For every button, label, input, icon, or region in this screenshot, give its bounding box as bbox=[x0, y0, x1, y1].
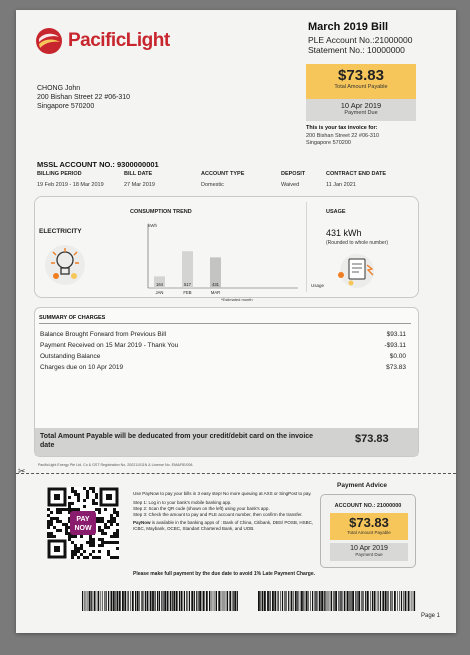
billing-period-header: BILLING PERIOD bbox=[37, 171, 82, 177]
bill-date-value: 27 Mar 2019 bbox=[124, 182, 155, 188]
barcode-left bbox=[82, 591, 240, 611]
summary-row-label: Outstanding Balance bbox=[40, 353, 101, 360]
chart-value-label: 164 bbox=[156, 282, 163, 287]
tax-invoice-title: This is your tax invoice for: bbox=[306, 125, 378, 131]
chart-value-label: 517 bbox=[184, 282, 191, 287]
chart-y-label: kWh bbox=[148, 223, 157, 228]
billing-period-value: 19 Feb 2019 - 18 Mar 2019 bbox=[37, 182, 104, 188]
paynow-intro: Use PayNow to pay your bills in 3 easy step! No more queuing at AXS or SingPost to pay. bbox=[133, 491, 312, 496]
payment-amount: $73.83 bbox=[349, 515, 389, 530]
chart-note: *Estimated month bbox=[221, 297, 253, 302]
payment-amount-label: Total Amount Payable bbox=[347, 530, 391, 535]
statement-number: Statement No.: 10000000 bbox=[308, 45, 405, 55]
paynow-qr-code[interactable] bbox=[47, 487, 119, 559]
paynow-step: Step 1: Log in to your bank's mobile banking app. bbox=[133, 499, 232, 505]
scissors-icon: ✂ bbox=[18, 466, 26, 476]
consumption-trend-title: CONSUMPTION TREND bbox=[130, 209, 192, 215]
payment-due-date: 10 Apr 2019 bbox=[350, 545, 388, 552]
usage-title: USAGE bbox=[326, 209, 346, 215]
contract-end-header: CONTRACT END DATE bbox=[326, 171, 387, 177]
payment-due-box bbox=[330, 543, 408, 561]
account-type-header: ACCOUNT TYPE bbox=[201, 171, 245, 177]
summary-row-label: Charges due on 10 Apr 2019 bbox=[40, 364, 124, 371]
paynow-step: Step 3: Check the amount to pay and PLE account number, then confirm the transfer. bbox=[133, 511, 303, 517]
brand-name: PacificLight bbox=[68, 30, 170, 51]
payment-account-number: ACCOUNT NO.: 21000000 bbox=[334, 503, 402, 509]
summary-row-value: $93.11 bbox=[386, 331, 406, 338]
due-date: 10 Apr 2019 bbox=[340, 101, 382, 110]
paynow-banks bbox=[133, 520, 323, 532]
chart-category-label: JAN bbox=[155, 290, 164, 295]
account-type-value: Domestic bbox=[201, 182, 224, 188]
summary-row-value: -$93.11 bbox=[384, 342, 406, 349]
cut-line bbox=[16, 473, 456, 474]
card-divider bbox=[306, 202, 307, 292]
due-label: Payment Due bbox=[344, 110, 378, 116]
usage-value: 431 kWh bbox=[326, 228, 362, 238]
paynow-brand: PayNow bbox=[133, 520, 151, 525]
ple-account-number: PLE Account No.:21000000 bbox=[308, 35, 413, 45]
summary-row-value: $0.00 bbox=[389, 353, 406, 360]
brand-logo-icon bbox=[35, 27, 63, 55]
barcode-right bbox=[258, 591, 416, 611]
paynow-step: Step 2: Scan the QR code (shown on the left) using your bank's app. bbox=[133, 505, 270, 511]
summary-row-label: Payment Received on 15 Mar 2019 - Thank You bbox=[40, 342, 179, 349]
total-amount-box bbox=[306, 64, 416, 121]
tax-invoice-address2: Singapore 570200 bbox=[306, 140, 351, 146]
legal-text: PacificLight Energy Pte Ltd. Co & GST Registration No. 200211011N & License No. EMA/RE/008. bbox=[38, 463, 194, 467]
total-amount: $73.83 bbox=[338, 67, 384, 84]
electricity-label: ELECTRICITY bbox=[39, 228, 82, 235]
summary-row-value: $73.83 bbox=[386, 364, 406, 371]
chart-category-label: FEB bbox=[183, 290, 192, 295]
chart-x-label: Usage bbox=[311, 283, 325, 288]
mssl-account-number: MSSL ACCOUNT NO.: 9300000001 bbox=[37, 160, 159, 169]
meter-bill-icon bbox=[331, 253, 383, 289]
customer-address-line1: 200 Bishan Street 22 #06-310 bbox=[37, 94, 131, 101]
chart-value-label: 431 bbox=[212, 282, 219, 287]
tax-invoice bbox=[306, 125, 379, 148]
total-payable-label: Total Amount Payable will be deducated from your credit/debit card on the invoice date bbox=[40, 433, 314, 449]
paynow-banks-text: is available in the banking apps of : Bank of China, Citibank, DBS/ POSB, HSBC, ICBC, Maybank, OCBC, Standart Chartered Bank, and UOB. bbox=[133, 520, 314, 531]
contract-end-value: 11 Jan 2021 bbox=[326, 182, 356, 188]
lightbulb-icon bbox=[43, 243, 87, 287]
total-payable-value: $73.83 bbox=[355, 433, 389, 445]
payment-advice-title: Payment Advice bbox=[337, 482, 387, 489]
summary-divider bbox=[39, 323, 411, 324]
bill-date-header: BILL DATE bbox=[124, 171, 153, 177]
deposit-value: Waived bbox=[281, 182, 300, 188]
summary-row-label: Balance Brought Forward from Previous Bill bbox=[40, 331, 167, 338]
paynow-badge-text: NOW bbox=[74, 525, 92, 532]
chart-category-label: MAR bbox=[210, 290, 221, 295]
brand-logo bbox=[35, 26, 185, 56]
summary-title: SUMMARY OF CHARGES bbox=[39, 315, 106, 321]
payment-amount-box bbox=[330, 513, 408, 540]
paynow-instructions bbox=[133, 491, 323, 535]
deposit-header: DEPOSIT bbox=[281, 171, 306, 177]
page-number: Page 1 bbox=[421, 613, 441, 619]
paynow-badge-text: PAY bbox=[76, 516, 90, 523]
customer-address-line2: Singapore 570200 bbox=[37, 103, 95, 110]
bill-title: March 2019 Bill bbox=[308, 21, 389, 33]
customer-name: CHONG John bbox=[37, 85, 81, 92]
customer-address bbox=[37, 84, 130, 111]
late-payment-note: Please make full payment by the due date to avoid 1% Late Payment Charge. bbox=[133, 571, 316, 577]
total-amount-label: Total Amount Payable bbox=[334, 84, 388, 90]
payment-due-label: Payment Due bbox=[355, 552, 383, 557]
usage-note: (Rounded to whole number) bbox=[326, 240, 388, 246]
tax-invoice-address1: 200 Bishan Street 22 #06-310 bbox=[306, 132, 380, 139]
consumption-trend-chart bbox=[126, 210, 325, 302]
